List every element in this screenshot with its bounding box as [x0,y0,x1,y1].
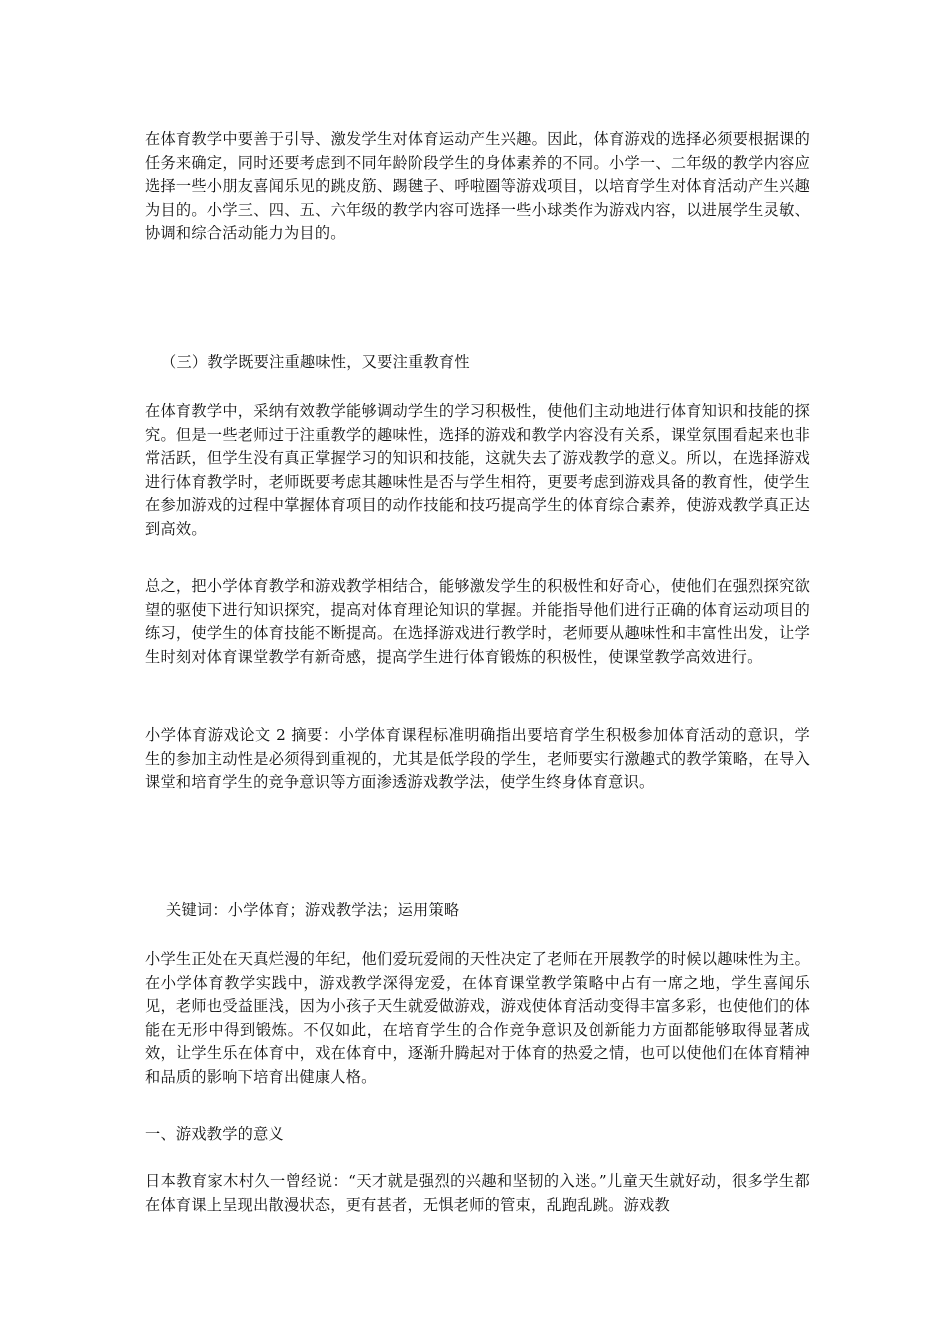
paragraph-effective-teaching: 在体育教学中，采纳有效教学能够调动学生的学习积极性，使他们主动地进行体育知识和技能的探究。但是一些老师过于注重教学的趣味性，选择的游戏和教学内容没有关系，课堂氛围看起来也非常活跃，但学生没有真正掌握学习的知识和技能，这就失去了游戏教学的意义。所以，在选择游戏进行体育教学时，老师既要考虑其趣味性是否与学生相符，更要考虑到游戏具备的教育性，使学生在参加游戏的过程中掌握体育项目的动作技能和技巧提高学生的体育综合素养，使游戏教学真正达到高效。 [145,402,810,538]
section-heading-3: （三）教学既要注重趣味性，又要注重教育性 [161,353,470,371]
keywords-line: 关键词：小学体育；游戏教学法；运用策略 [166,901,460,919]
section-heading-1: 一、游戏教学的意义 [145,1125,284,1143]
paragraph-game-teaching-meaning: 日本教育家木村久一曾经说：“天才就是强烈的兴趣和坚韧的入迷。”儿童天生就好动，很多学生都在体育课上呈现出散漫状态，更有甚者，无惧老师的管束，乱跑乱跳。游戏教 [145,1172,810,1214]
paragraph-conclusion: 总之，把小学体育教学和游戏教学相结合，能够激发学生的积极性和好奇心，使他们在强烈探究欲望的驱使下进行知识探究，提高对体育理论知识的掌握。并能指导他们进行正确的体育运动项目的练习，使学生的体育技能不断提高。在选择游戏进行教学时，老师要从趣味性和丰富性出发，让学生时刻对体育课堂教学有新奇感，提高学生进行体育锻炼的积极性，使课堂教学高效进行。 [145,577,810,666]
paragraph-abstract: 小学体育游戏论文 2 摘要：小学体育课程标准明确指出要培育学生积极参加体育活动的意识，学生的参加主动性是必须得到重视的，尤其是低学段的学生，老师要实行激趣式的教学策略，在导入课堂和培育学生的竞争意识等方面渗透游戏教学法，使学生终身体育意识。 [145,726,810,792]
paragraph-interest-guidance: 在体育教学中要善于引导、激发学生对体育运动产生兴趣。因此，体育游戏的选择必须要根据课的任务来确定，同时还要考虑到不同年龄阶段学生的身体素养的不同。小学一、二年级的教学内容应选择一些小朋友喜闻乐见的跳皮筋、踢毽子、呼啦圈等游戏项目，以培育学生对体育活动产生兴趣为目的。小学三、四、五、六年级的教学内容可选择一些小球类作为游戏内容，以进展学生灵敏、协调和综合活动能力为目的。 [145,130,810,243]
paragraph-introduction: 小学生正处在天真烂漫的年纪，他们爱玩爱闹的天性决定了老师在开展教学的时候以趣味性为主。在小学体育教学实践中，游戏教学深得宠爱，在体育课堂教学策略中占有一席之地，学生喜闻乐见，老师也受益匪浅，因为小孩子天生就爱做游戏，游戏使体育活动变得丰富多彩，也使他们的体能在无形中得到锻炼。不仅如此，在培育学生的合作竞争意识及创新能力方面都能够取得显著成效，让学生乐在体育中，戏在体育中，逐渐升腾起对于体育的热爱之情，也可以使他们在体育精神和品质的影响下培育出健康人格。 [145,950,810,1086]
